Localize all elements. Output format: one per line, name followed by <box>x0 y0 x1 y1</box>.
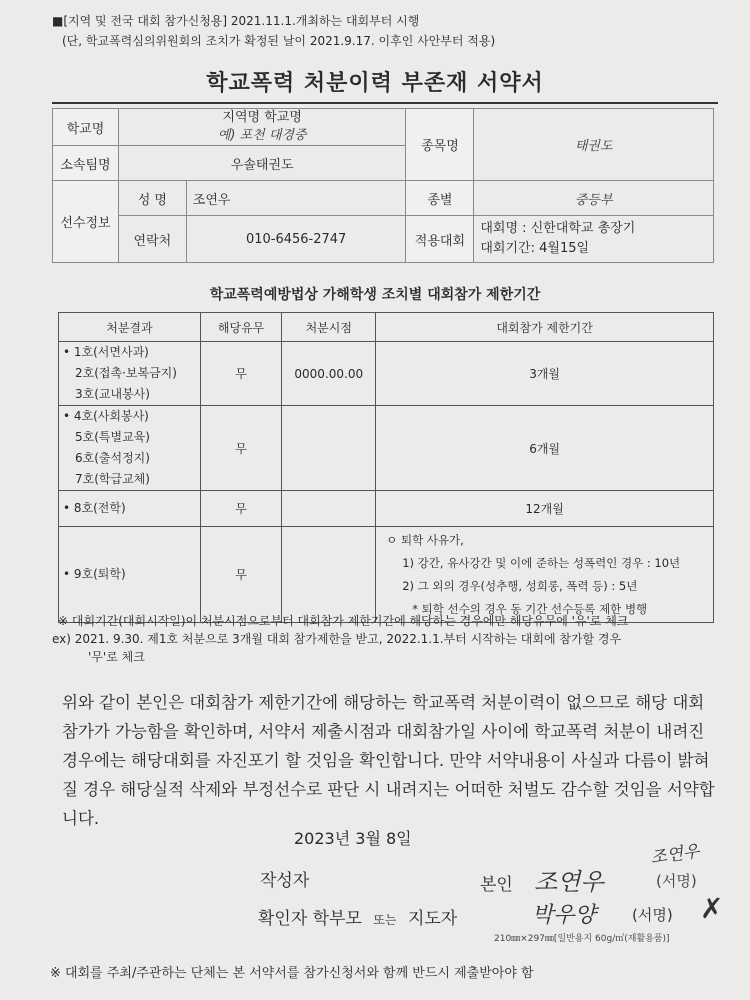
confirmer-line <box>258 904 457 929</box>
row-levels-1 <box>59 342 201 406</box>
notice-line-1: ■[지역 및 전국 대회 참가신청용] 2021.11.1.개최하는 대회부터 시행 <box>52 14 420 28</box>
row-applicable-2: 무 <box>200 406 282 491</box>
parent-stamp-label: (서명) <box>632 906 673 924</box>
header-date: 처분시점 <box>282 313 376 342</box>
contact-value: 010-6456-2747 <box>186 216 406 263</box>
penalty-table <box>58 312 714 623</box>
sport-value: 태권도 <box>474 109 714 181</box>
footnote-1: ※ 대회기간(대회시작일)이 처분시점으로부터 대회참가 제한기간에 해당하는 경우에만 해당유무에 '유'로 체크 <box>58 614 629 628</box>
player-label: 선수정보 <box>53 181 119 263</box>
row-applicable-1: 무 <box>200 342 282 406</box>
team-value: 우솔태권도 <box>118 146 406 181</box>
expulsion-note: * 퇴학 선수의 경우 동 기간 선수등록 제한 병행 <box>412 601 648 616</box>
category-label: 종별 <box>406 181 474 216</box>
team-label: 소속팀명 <box>53 146 119 181</box>
self-stamp-label: (서명) <box>656 872 697 890</box>
row-limit-3: 12개월 <box>376 491 714 527</box>
pledge-date: 2023년 3월 8일 <box>294 829 412 848</box>
level-item: • 8호(전학) <box>63 501 126 515</box>
or-label: 또는 <box>373 913 397 927</box>
level-item: 5호(특별교육) <box>75 430 150 444</box>
level-item: • 4호(사회봉사) <box>63 409 149 423</box>
paper-spec: 210㎜×297㎜[일반용지 60g/㎡(재활용품)] <box>494 934 670 944</box>
row-applicable-3: 무 <box>200 491 282 527</box>
signature-flourish-icon: ✗ <box>700 892 724 925</box>
row-applicable-4: 무 <box>200 527 282 623</box>
self-signature: 조연우 <box>534 868 604 896</box>
level-item: 6호(출석정지) <box>75 451 150 465</box>
sport-label: 종목명 <box>406 109 474 181</box>
level-item: • 9호(퇴학) <box>63 567 126 581</box>
player-info-table <box>52 108 714 263</box>
bottom-note: ※ 대회를 주최/주관하는 단체는 본 서약서를 참가신청서와 함께 반드시 제출받아야 함 <box>50 966 534 981</box>
level-item: 2호(접촉·보복금지) <box>75 366 177 380</box>
event-label: 적용대회 <box>406 216 474 263</box>
guide-label: 지도자 <box>407 909 458 929</box>
confirm-label: 확인자 학부모 <box>258 909 362 929</box>
pledge-text: 위와 같이 본인은 대회참가 제한기간에 해당하는 학교폭력 처분이력이 없으므로 해당 대회 참가가 가능함을 확인하며, 서약서 제출시점과 대회참가일 사이에 학교폭력 처분이 내려진 경우에는 해당대회를 자진포기 할 것임을 확인합니다. 만약 서약내용이 사실과 다름이 밝혀질 경우 해당실적 삭제와 부정선수로 판단 시 내려지는 어떠한 처벌도 감수할 것임을 서약합니다. <box>62 693 715 828</box>
header-applicable: 해당유무 <box>200 313 282 342</box>
row-date-1: 0000.00.00 <box>282 342 376 406</box>
category-value: 중등부 <box>474 181 714 216</box>
level-item: 3호(교내봉사) <box>75 387 150 401</box>
name-value: 조연우 <box>186 181 406 216</box>
row-levels-3 <box>59 491 201 527</box>
header-limit: 대회참가 제한기간 <box>376 313 714 342</box>
row-limit-1: 3개월 <box>376 342 714 406</box>
row-date-2 <box>282 406 376 491</box>
contact-label: 연락처 <box>118 216 186 263</box>
name-label: 성 명 <box>118 181 186 216</box>
row-limit-4 <box>376 527 714 623</box>
expulsion-note: ㅇ 퇴학 사유가, <box>386 532 464 547</box>
event-name: 대회명 : 신한대학교 총장기 <box>480 221 636 236</box>
notice-line-2: (단, 학교폭력심의위원회의 조치가 확정된 날이 2021.9.17. 이후인 사안부터 적용) <box>62 34 496 48</box>
school-value: 예) 포천 대경중 <box>217 128 307 143</box>
header-result: 처분결과 <box>59 313 201 342</box>
row-levels-2 <box>59 406 201 491</box>
level-item: • 1호(서면사과) <box>63 345 149 359</box>
row-date-4 <box>282 527 376 623</box>
footnote-2: ex) 2021. 9.30. 제1호 처분으로 3개월 대회 참가제한을 받고, 2022.1.1.부터 시작하는 대회에 참가할 경우 <box>52 632 622 646</box>
parent-signature: 박우양 <box>532 903 596 928</box>
level-item: 7호(학급교체) <box>75 472 150 486</box>
event-period: 대회기간: 4월15일 <box>480 241 590 256</box>
school-label: 학교명 <box>53 109 119 146</box>
document-title: 학교폭력 처분이력 부존재 서약서 <box>206 71 544 96</box>
footnote-3: '무'로 체크 <box>88 650 145 664</box>
self-label: 본인 <box>480 875 513 895</box>
event-cell <box>474 216 714 263</box>
expulsion-note: 2) 그 외의 경우(성추행, 성희롱, 폭력 등) : 5년 <box>402 578 638 593</box>
title-divider <box>52 102 718 104</box>
row-date-3 <box>282 491 376 527</box>
penalty-subtitle: 학교폭력예방법상 가해학생 조치별 대회참가 제한기간 <box>209 287 541 303</box>
row-levels-4 <box>59 527 201 623</box>
self-stamp-signature: 조연우 <box>649 841 701 869</box>
row-limit-2: 6개월 <box>376 406 714 491</box>
school-cell <box>118 109 406 146</box>
school-hint: 지역명 학교명 <box>222 110 302 125</box>
writer-label: 작성자 <box>260 871 310 891</box>
expulsion-note: 1) 강간, 유사강간 및 이에 준하는 성폭력인 경우 : 10년 <box>402 555 681 570</box>
